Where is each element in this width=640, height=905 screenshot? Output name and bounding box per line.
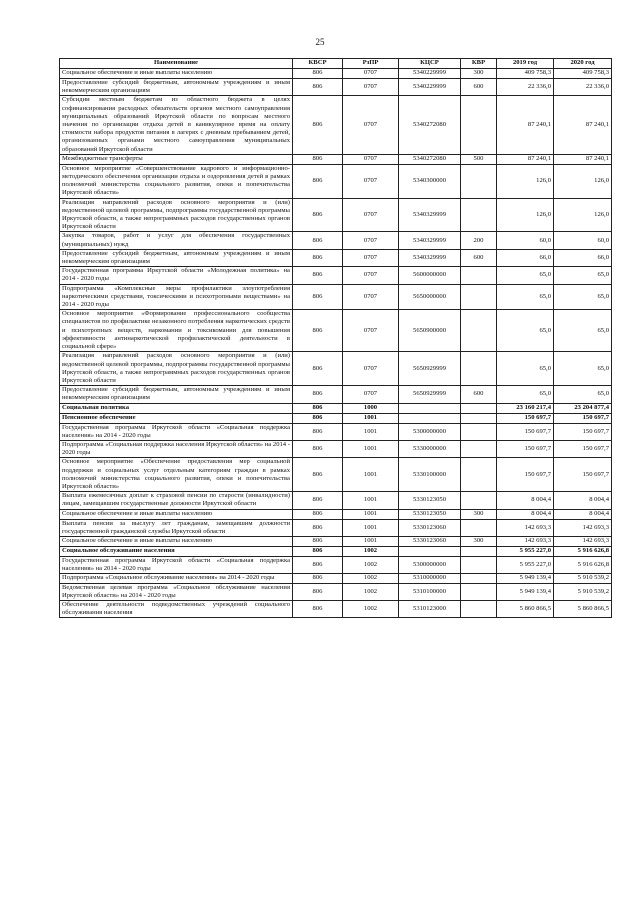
cell-kvr xyxy=(461,198,497,232)
cell-rzpr: 1001 xyxy=(343,509,399,519)
cell-2019: 8 004,4 xyxy=(497,509,554,519)
cell-kvr: 300 xyxy=(461,69,497,79)
table-row xyxy=(60,267,612,284)
cell-kvr: 200 xyxy=(461,232,497,249)
table-row xyxy=(60,284,612,310)
table-row xyxy=(60,519,612,536)
cell-kvr xyxy=(461,458,497,492)
cell-2020: 142 693,3 xyxy=(554,519,612,536)
cell-2019: 65,0 xyxy=(497,386,554,403)
page-number: 25 xyxy=(315,37,325,47)
cell-kvsr: 806 xyxy=(293,600,343,617)
cell-2019: 87 240,1 xyxy=(497,154,554,164)
cell-2019: 5 860 866,5 xyxy=(497,600,554,617)
cell-kvr xyxy=(461,546,497,556)
cell-2019: 65,0 xyxy=(497,352,554,386)
table-row xyxy=(60,600,612,617)
table-row xyxy=(60,583,612,600)
cell-kvsr: 806 xyxy=(293,310,343,352)
table-row xyxy=(60,423,612,440)
cell-kcsr: 5340300000 xyxy=(399,164,461,198)
cell-kcsr: 5300000000 xyxy=(399,556,461,573)
cell-kvsr: 806 xyxy=(293,423,343,440)
cell-kcsr: 5650929999 xyxy=(399,386,461,403)
cell-kvr xyxy=(461,440,497,457)
cell-name: Предоставление субсидий бюджетным, автономным учреждениям и иным некоммерческим организациям xyxy=(60,386,293,403)
cell-name: Государственная программа Иркутской области «Социальная поддержка населения» на 2014 - 2020 годы xyxy=(60,556,293,573)
cell-2020: 409 758,3 xyxy=(554,69,612,79)
cell-name: Государственная программа Иркутской области «Молодежная политика» на 2014 - 2020 годы xyxy=(60,267,293,284)
cell-name: Социальное обеспечение и иные выплаты населению xyxy=(60,509,293,519)
cell-rzpr: 0707 xyxy=(343,69,399,79)
cell-kvsr: 806 xyxy=(293,492,343,509)
cell-kvr xyxy=(461,492,497,509)
cell-kcsr: 5650000000 xyxy=(399,284,461,310)
table-row xyxy=(60,509,612,519)
cell-kcsr: 5340329999 xyxy=(399,232,461,249)
cell-kcsr: 5330123060 xyxy=(399,519,461,536)
cell-kvr: 500 xyxy=(461,154,497,164)
cell-kcsr: 5340229999 xyxy=(399,79,461,96)
cell-name: Социальное обеспечение и иные выплаты населению xyxy=(60,69,293,79)
cell-rzpr: 0707 xyxy=(343,154,399,164)
cell-2019: 5 949 139,4 xyxy=(497,574,554,583)
cell-2019: 5 955 227,0 xyxy=(497,556,554,573)
cell-2020: 66,0 xyxy=(554,249,612,266)
cell-rzpr: 1001 xyxy=(343,519,399,536)
cell-kcsr: 5310100000 xyxy=(399,583,461,600)
cell-2019: 65,0 xyxy=(497,284,554,310)
cell-2019: 5 955 227,0 xyxy=(497,546,554,556)
cell-rzpr: 0707 xyxy=(343,96,399,154)
table-row xyxy=(60,574,612,583)
cell-kvsr: 806 xyxy=(293,164,343,198)
cell-name: Основное мероприятие «Совершенствование кадрового и информационно-методического обеспечения организации отдыха и оздоровления детей в рамках полномочий министерства социального развития, опеки и попечительства Иркутской области» xyxy=(60,164,293,198)
cell-kvsr: 806 xyxy=(293,458,343,492)
cell-2020: 65,0 xyxy=(554,310,612,352)
cell-2019: 142 693,3 xyxy=(497,519,554,536)
cell-kcsr: 5340272080 xyxy=(399,96,461,154)
cell-2020: 87 240,1 xyxy=(554,96,612,154)
cell-rzpr: 0707 xyxy=(343,249,399,266)
cell-kcsr: 5340272080 xyxy=(399,154,461,164)
cell-kvr xyxy=(461,519,497,536)
cell-kvsr: 806 xyxy=(293,232,343,249)
cell-kvsr: 806 xyxy=(293,386,343,403)
table-row xyxy=(60,458,612,492)
table-row xyxy=(60,154,612,164)
cell-2020: 150 697,7 xyxy=(554,423,612,440)
cell-kvsr: 806 xyxy=(293,509,343,519)
cell-2019: 8 004,4 xyxy=(497,492,554,509)
cell-rzpr: 0707 xyxy=(343,352,399,386)
table-row xyxy=(60,249,612,266)
cell-kvsr: 806 xyxy=(293,284,343,310)
cell-name: Выплата пенсии за выслугу лет гражданам, замещавшим должности государственной гражданской службы Иркутской области xyxy=(60,519,293,536)
cell-kcsr: 5650900000 xyxy=(399,310,461,352)
cell-kcsr xyxy=(399,413,461,423)
cell-2020: 142 693,3 xyxy=(554,536,612,546)
cell-kcsr: 5340229999 xyxy=(399,69,461,79)
cell-kcsr: 5340329999 xyxy=(399,198,461,232)
cell-name: Социальное обслуживание населения xyxy=(60,546,293,556)
table-row xyxy=(60,69,612,79)
cell-name: Субсидии местным бюджетам из областного бюджета в целях софинансирования расходных обязательств органов местного самоуправления муниципальных образований Иркутской области по вопросам местного значения по организации отдыха детей в каникулярное время на оплату стоимости набора продуктов питания в лагерях с дневным пребыванием детей, организованных органами местного самоуправления муниципальных образований Иркутской области xyxy=(60,96,293,154)
cell-name: Пенсионное обеспечение xyxy=(60,413,293,423)
cell-rzpr: 1001 xyxy=(343,413,399,423)
cell-2020: 65,0 xyxy=(554,267,612,284)
cell-name: Предоставление субсидий бюджетным, автономным учреждениям и иным некоммерческим организациям xyxy=(60,79,293,96)
cell-kvsr: 806 xyxy=(293,574,343,583)
cell-kcsr: 5300000000 xyxy=(399,423,461,440)
cell-rzpr: 1001 xyxy=(343,458,399,492)
cell-kvr: 300 xyxy=(461,509,497,519)
cell-rzpr: 1002 xyxy=(343,546,399,556)
cell-kvsr: 806 xyxy=(293,536,343,546)
cell-name: Выплата ежемесячных доплат к страховой пенсии по старости (инвалидности) лицам, замещавшим государственные должности Иркутской области xyxy=(60,492,293,509)
table-row xyxy=(60,413,612,423)
header-kcsr: КЦСР xyxy=(399,59,461,69)
cell-2020: 5 916 626,8 xyxy=(554,556,612,573)
cell-2020: 5 910 539,2 xyxy=(554,574,612,583)
cell-kcsr: 5310123000 xyxy=(399,600,461,617)
budget-table xyxy=(59,58,612,618)
cell-kvsr: 806 xyxy=(293,403,343,413)
cell-name: Социальное обеспечение и иные выплаты населению xyxy=(60,536,293,546)
cell-name: Социальная политика xyxy=(60,403,293,413)
cell-kcsr: 5600000000 xyxy=(399,267,461,284)
header-kvr: КВР xyxy=(461,59,497,69)
table-row xyxy=(60,440,612,457)
cell-kvr: 600 xyxy=(461,79,497,96)
cell-2019: 126,0 xyxy=(497,198,554,232)
cell-name: Реализация направлений расходов основного мероприятия и (или) ведомственной целевой программы, подпрограммы государственной программы Иркутской области, а также непрограммных расходов государственных органов Иркутской области xyxy=(60,352,293,386)
cell-name: Предоставление субсидий бюджетным, автономным учреждениям и иным некоммерческим организациям xyxy=(60,249,293,266)
table-row xyxy=(60,79,612,96)
cell-name: Ведомственная целевая программа «Социальное обслуживание населения Иркутской области» на 2014 - 2020 годы xyxy=(60,583,293,600)
table-row xyxy=(60,164,612,198)
cell-rzpr: 0707 xyxy=(343,386,399,403)
cell-rzpr: 0707 xyxy=(343,164,399,198)
cell-2019: 150 697,7 xyxy=(497,440,554,457)
cell-kcsr xyxy=(399,546,461,556)
cell-rzpr: 1001 xyxy=(343,440,399,457)
cell-kcsr: 5330100000 xyxy=(399,458,461,492)
table-row xyxy=(60,352,612,386)
cell-kcsr: 5650929999 xyxy=(399,352,461,386)
cell-kvr xyxy=(461,403,497,413)
cell-kcsr: 5340329999 xyxy=(399,249,461,266)
cell-2019: 65,0 xyxy=(497,310,554,352)
cell-kvsr: 806 xyxy=(293,154,343,164)
cell-2019: 150 697,7 xyxy=(497,413,554,423)
cell-kcsr: 5330123050 xyxy=(399,492,461,509)
cell-kvsr: 806 xyxy=(293,556,343,573)
cell-kvsr: 806 xyxy=(293,583,343,600)
cell-2020: 5 916 626,8 xyxy=(554,546,612,556)
cell-2019: 5 949 139,4 xyxy=(497,583,554,600)
header-2020: 2020 год xyxy=(554,59,612,69)
cell-2019: 150 697,7 xyxy=(497,458,554,492)
cell-rzpr: 0707 xyxy=(343,284,399,310)
cell-name: Подпрограмма «Социальная поддержка населения Иркутской области» на 2014 - 2020 годы xyxy=(60,440,293,457)
cell-rzpr: 1000 xyxy=(343,403,399,413)
cell-kvr xyxy=(461,164,497,198)
table-row xyxy=(60,556,612,573)
cell-name: Межбюджетные трансферты xyxy=(60,154,293,164)
cell-2019: 87 240,1 xyxy=(497,96,554,154)
cell-2020: 150 697,7 xyxy=(554,413,612,423)
table-row xyxy=(60,198,612,232)
cell-rzpr: 1002 xyxy=(343,583,399,600)
table-row xyxy=(60,492,612,509)
table-row xyxy=(60,386,612,403)
table-row xyxy=(60,536,612,546)
cell-2020: 8 004,4 xyxy=(554,509,612,519)
cell-kvsr: 806 xyxy=(293,69,343,79)
cell-2019: 60,0 xyxy=(497,232,554,249)
cell-kvr xyxy=(461,423,497,440)
cell-rzpr: 0707 xyxy=(343,310,399,352)
header-name: Наименование xyxy=(60,59,293,69)
cell-kvr xyxy=(461,96,497,154)
cell-kvr xyxy=(461,267,497,284)
cell-2020: 126,0 xyxy=(554,164,612,198)
cell-2020: 65,0 xyxy=(554,386,612,403)
cell-rzpr: 1001 xyxy=(343,423,399,440)
cell-kcsr xyxy=(399,403,461,413)
cell-kvr xyxy=(461,352,497,386)
cell-kvr xyxy=(461,600,497,617)
table-body xyxy=(60,69,612,618)
cell-2019: 22 336,0 xyxy=(497,79,554,96)
cell-2019: 65,0 xyxy=(497,267,554,284)
cell-2020: 23 204 877,4 xyxy=(554,403,612,413)
cell-rzpr: 1002 xyxy=(343,574,399,583)
cell-name: Основное мероприятие «Формирование профессионального сообщества специалистов по профилактике незаконного потребления наркотических средств и психотропных веществ, наркомании и токсикомании для повышения эффективности антинаркотической профилактической деятельности в социальной сфере» xyxy=(60,310,293,352)
cell-2019: 126,0 xyxy=(497,164,554,198)
table-row xyxy=(60,310,612,352)
cell-kvsr: 806 xyxy=(293,267,343,284)
cell-2019: 66,0 xyxy=(497,249,554,266)
cell-kvsr: 806 xyxy=(293,413,343,423)
cell-2020: 8 004,4 xyxy=(554,492,612,509)
cell-2019: 150 697,7 xyxy=(497,423,554,440)
cell-kvr xyxy=(461,413,497,423)
table-header-row xyxy=(60,59,612,69)
header-kvsr: КВСР xyxy=(293,59,343,69)
cell-2020: 150 697,7 xyxy=(554,458,612,492)
cell-2019: 409 758,3 xyxy=(497,69,554,79)
cell-2020: 5 860 866,5 xyxy=(554,600,612,617)
cell-kvr xyxy=(461,556,497,573)
table-row xyxy=(60,546,612,556)
cell-rzpr: 0707 xyxy=(343,232,399,249)
cell-kvr xyxy=(461,284,497,310)
header-2019: 2019 год xyxy=(497,59,554,69)
cell-kvsr: 806 xyxy=(293,249,343,266)
cell-2020: 22 336,0 xyxy=(554,79,612,96)
cell-kcsr: 5330123060 xyxy=(399,536,461,546)
cell-kcsr: 5330123050 xyxy=(399,509,461,519)
cell-kvsr: 806 xyxy=(293,440,343,457)
cell-2020: 5 910 539,2 xyxy=(554,583,612,600)
cell-kvr xyxy=(461,574,497,583)
table-row xyxy=(60,96,612,154)
header-rzpr: РзПР xyxy=(343,59,399,69)
cell-kvsr: 806 xyxy=(293,198,343,232)
cell-2020: 60,0 xyxy=(554,232,612,249)
cell-rzpr: 1002 xyxy=(343,556,399,573)
cell-2020: 126,0 xyxy=(554,198,612,232)
cell-rzpr: 1001 xyxy=(343,492,399,509)
cell-name: Основное мероприятие «Обеспечение предоставления мер социальной поддержки и социальных услуг отдельным категориям граждан в рамках полномочий министерства социального развития, опеки и попечительства Иркутской области» xyxy=(60,458,293,492)
cell-kvsr: 806 xyxy=(293,96,343,154)
cell-rzpr: 1002 xyxy=(343,600,399,617)
cell-2020: 87 240,1 xyxy=(554,154,612,164)
cell-kvr: 600 xyxy=(461,386,497,403)
cell-name: Обеспечение деятельности подведомственных учреждений социального обслуживания населения xyxy=(60,600,293,617)
cell-kvsr: 806 xyxy=(293,79,343,96)
cell-rzpr: 0707 xyxy=(343,198,399,232)
cell-name: Государственная программа Иркутской области «Социальная поддержка населения» на 2014 - 2020 годы xyxy=(60,423,293,440)
cell-name: Закупка товаров, работ и услуг для обеспечения государственных (муниципальных) нужд xyxy=(60,232,293,249)
cell-rzpr: 1001 xyxy=(343,536,399,546)
cell-kcsr: 5330000000 xyxy=(399,440,461,457)
cell-kvr xyxy=(461,583,497,600)
cell-rzpr: 0707 xyxy=(343,267,399,284)
cell-name: Подпрограмма «Социальное обслуживание населения» на 2014 - 2020 годы xyxy=(60,574,293,583)
cell-kvr xyxy=(461,310,497,352)
cell-2019: 142 693,3 xyxy=(497,536,554,546)
cell-name: Подпрограмма «Комплексные меры профилактики злоупотребления наркотическими средствами, токсическими и психотропными веществами» на 2014 - 2020 годы xyxy=(60,284,293,310)
cell-kvsr: 806 xyxy=(293,519,343,536)
cell-2020: 65,0 xyxy=(554,352,612,386)
cell-kvsr: 806 xyxy=(293,546,343,556)
cell-kvr: 600 xyxy=(461,249,497,266)
cell-kvsr: 806 xyxy=(293,352,343,386)
cell-name: Реализация направлений расходов основного мероприятия и (или) ведомственной целевой программы, подпрограммы государственной программы Иркутской области, а также непрограммных расходов государственных органов Иркутской области xyxy=(60,198,293,232)
table-row xyxy=(60,232,612,249)
cell-kcsr: 5310000000 xyxy=(399,574,461,583)
table-row xyxy=(60,403,612,413)
cell-2019: 23 160 217,4 xyxy=(497,403,554,413)
cell-kvr: 300 xyxy=(461,536,497,546)
cell-rzpr: 0707 xyxy=(343,79,399,96)
cell-2020: 150 697,7 xyxy=(554,440,612,457)
cell-2020: 65,0 xyxy=(554,284,612,310)
